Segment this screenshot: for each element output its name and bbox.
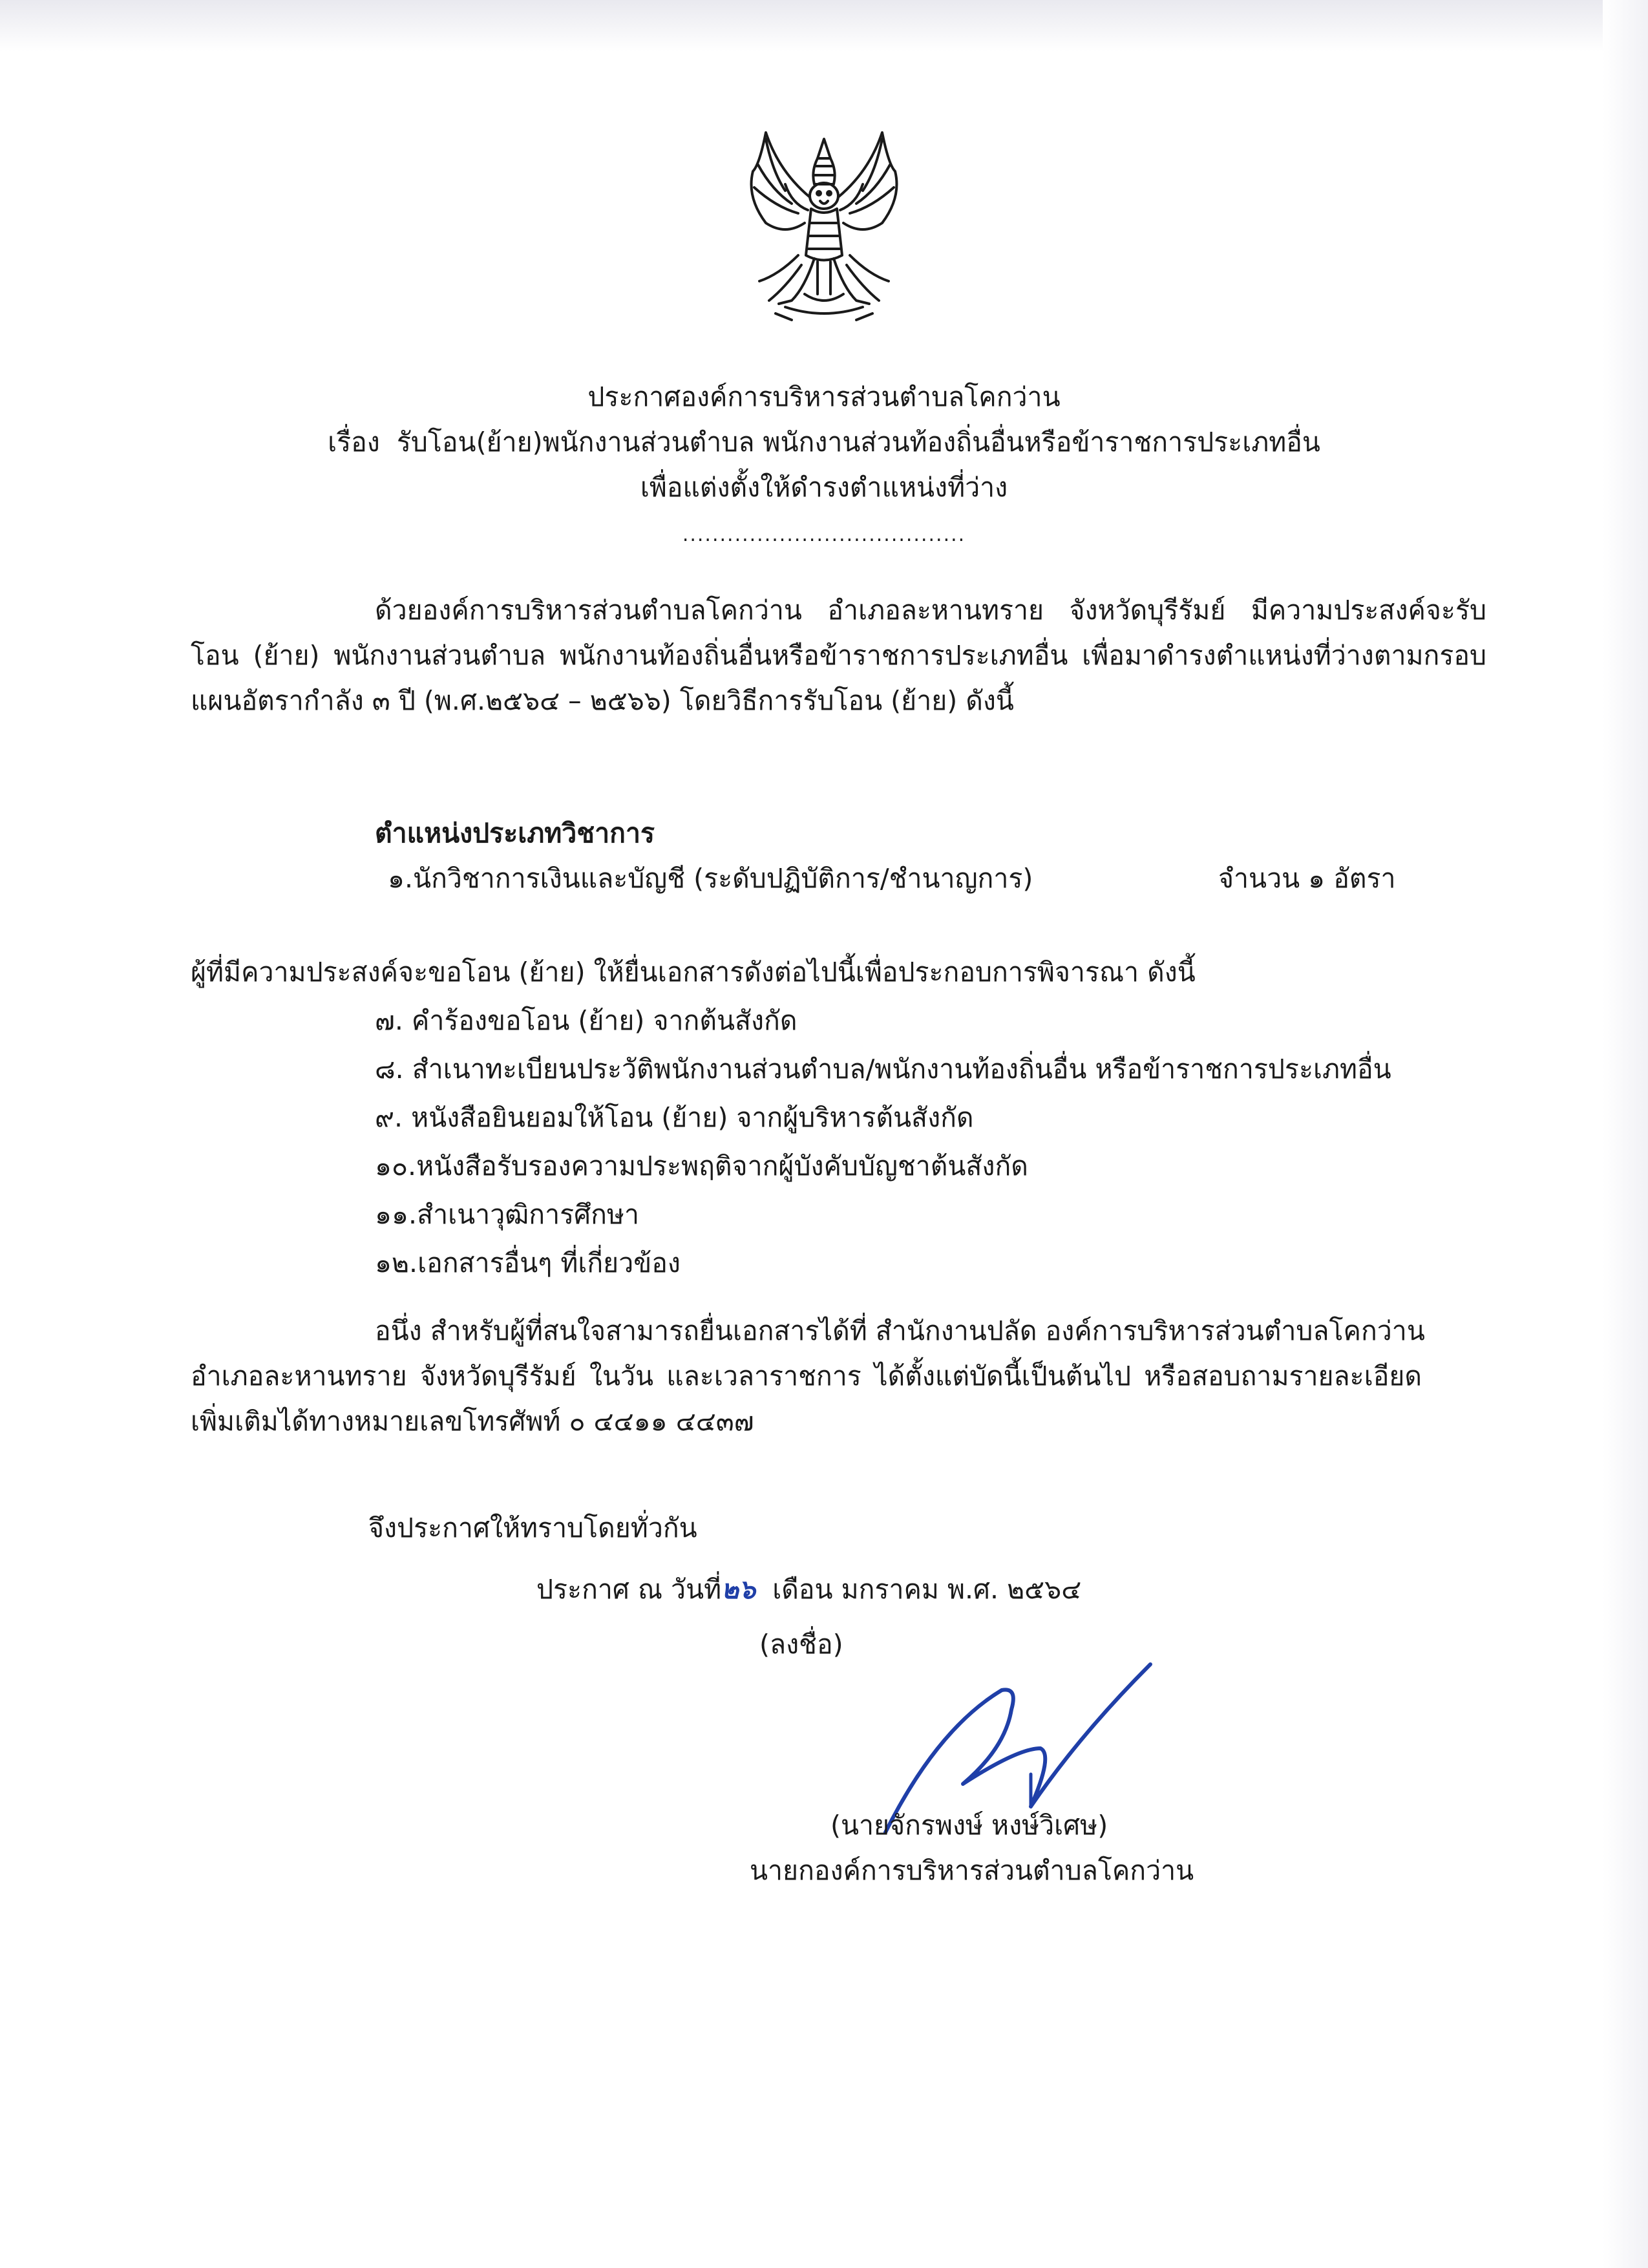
announce-line: จึงประกาศให้ทราบโดยทั่วกัน [368, 1512, 697, 1543]
position-item: ๑.นักวิชาการเงินและบัญชี (ระดับปฏิบัติการ/ชำนาญการ) [388, 863, 1033, 894]
position-count: จำนวน ๑ อัตรา [1218, 863, 1396, 894]
contact-line-1: อนึ่ง สำหรับผู้ที่สนใจสามารถยื่นเอกสารได้ที่ สำนักงานปลัด องค์การบริหารส่วนตำบลโคกว่าน [375, 1315, 1425, 1346]
signed-label: (ลงชื่อ) [759, 1629, 843, 1660]
documents-intro: ผู้ที่มีความประสงค์จะขอโอน (ย้าย) ให้ยื่นเอกสารดังต่อไปนี้เพื่อประกอบการพิจารณา ดังนี้ [191, 957, 1196, 988]
position-heading: ตำแหน่งประเภทวิชาการ [375, 818, 655, 849]
subject-text: รับโอน(ย้าย)พนักงานส่วนตำบล พนักงานส่วนท้องถิ่นอื่นหรือข้าราชการประเภทอื่น [396, 427, 1320, 458]
document-item: ๑๐.หนังสือรับรองความประพฤติจากผู้บังคับบัญชาต้นสังกัด [375, 1150, 1028, 1182]
subject-line [194, 427, 1454, 458]
document-item: ๑๒.เอกสารอื่นๆ ที่เกี่ยวข้อง [375, 1247, 681, 1278]
subject-label: เรื่อง [328, 427, 380, 458]
intro-line-1: ด้วยองค์การบริหารส่วนตำบลโคกว่าน อำเภอละหานทราย จังหวัดบุรีรัมย์ มีความประสงค์จะรับ [375, 595, 1486, 626]
intro-line-3: แผนอัตรากำลัง ๓ ปี (พ.ศ.๒๕๖๔ – ๒๕๖๖) โดยวิธีการรับโอน (ย้าย) ดังนี้ [191, 685, 1014, 716]
document-item: ๗. คำร้องขอโอน (ย้าย) จากต้นสังกัด [375, 1005, 798, 1036]
subject-line-2: เพื่อแต่งตั้งให้ดำรงตำแหน่งที่ว่าง [640, 472, 1008, 503]
date-prefix: ประกาศ ณ วันที่ [536, 1574, 722, 1605]
intro-line-2: โอน (ย้าย) พนักงานส่วนตำบล พนักงานท้องถิ่นอื่นหรือข้าราชการประเภทอื่น เพื่อมาดำรงตำแหน่งที่ว่างตามกรอบ [191, 640, 1486, 671]
document-item: ๘. สำเนาทะเบียนประวัติพนักงานส่วนตำบล/พนักงานท้องถิ่นอื่น หรือข้าราชการประเภทอื่น [375, 1054, 1391, 1085]
document-title: ประกาศองค์การบริหารส่วนตำบลโคกว่าน [587, 381, 1061, 412]
document-item: ๙. หนังสือยินยอมให้โอน (ย้าย) จากผู้บริหารต้นสังกัด [375, 1102, 974, 1133]
signer-title: นายกองค์การบริหารส่วนตำบลโคกว่าน [750, 1855, 1194, 1886]
header-separator: ...................................... [682, 524, 966, 546]
garuda-emblem-icon [721, 126, 927, 333]
contact-line-2: อำเภอละหานทราย จังหวัดบุรีรัมย์ ในวัน และเวลาราชการ ได้ตั้งแต่บัดนี้เป็นต้นไป หรือสอบถามรายละเอียด [191, 1361, 1422, 1392]
date-day-handwritten: ๒๖ [721, 1574, 756, 1605]
date-suffix: เดือน มกราคม พ.ศ. ๒๕๖๔ [772, 1574, 1082, 1605]
document-item: ๑๑.สำเนาวุฒิการศึกษา [375, 1199, 640, 1230]
announcement-date [536, 1574, 1081, 1606]
contact-line-3: เพิ่มเติมได้ทางหมายเลขโทรศัพท์ ๐ ๔๔๑๑ ๔๔๓๗ [191, 1406, 754, 1437]
signer-name: (นายจักรพงษ์ หงษ์วิเศษ) [830, 1810, 1108, 1841]
